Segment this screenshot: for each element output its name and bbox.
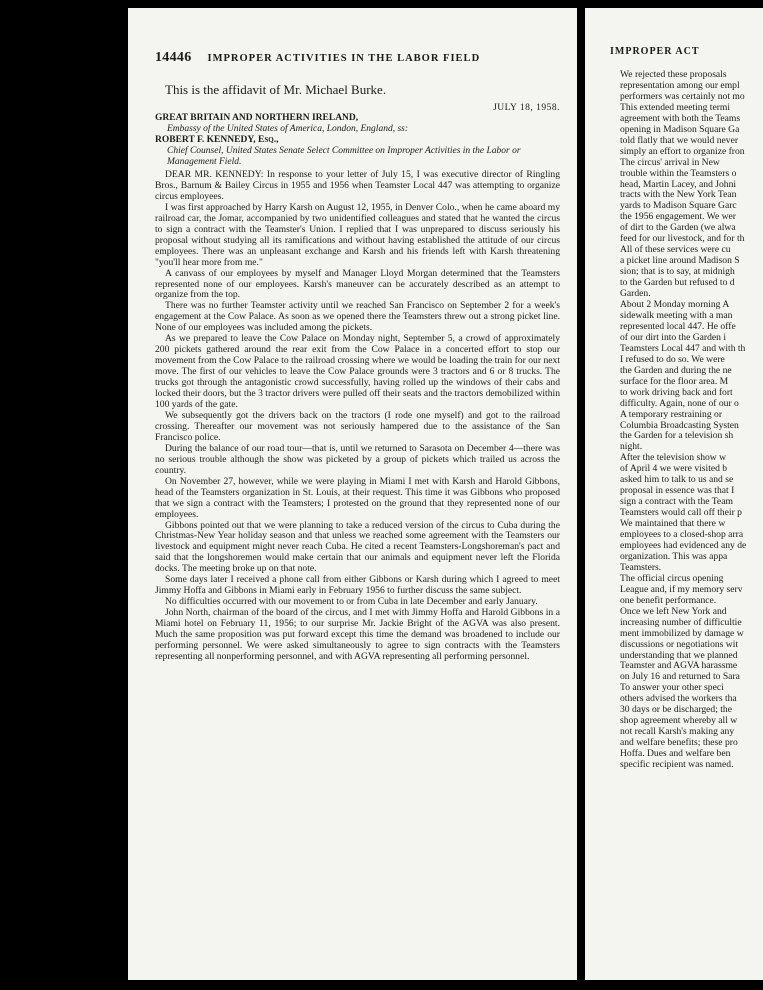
text-line: About 2 Monday morning A	[620, 299, 730, 311]
paragraph	[155, 170, 560, 203]
text-line: specific recipient was named.	[620, 759, 734, 771]
text-line: To answer your other speci	[620, 682, 724, 694]
text-line: the Garden and during the ne	[620, 364, 732, 376]
text-line: a picket line around Madison S	[620, 255, 740, 267]
paragraph: Gibbons pointed out that we were planning to take a reduced version of the circus to Cuba during the Christmas-New Year holiday season and that unless we reached some agreement with the Teamsters our livestock and equipment might never reach Cuba. He cited a recent Teamsters-Longshoreman's pact and said that the longshoremen would make certain that our animals and equipment never left the Florida docks. The meeting broke up on that note.	[155, 519, 560, 575]
paragraph: A canvass of our employees by myself and Manager Lloyd Morgan determined that the Teamsters represented none of our employees. Karsh's maneuver can be accurately described as an attempt to organize from the top.	[155, 267, 560, 301]
text-line: one benefit performance.	[620, 594, 717, 606]
text-line: of dirt to the Garden (we alwa	[620, 222, 736, 234]
text-line: agreement with both the Teams	[620, 112, 741, 124]
text-line: employees had evidenced any de	[620, 539, 747, 551]
text-line: ment immobilized by damage w	[620, 627, 744, 639]
text-line: A temporary restraining or	[620, 408, 723, 420]
text-line: increasing number of difficultie	[620, 616, 742, 628]
text-line: All of these services were cu	[620, 244, 731, 256]
text-line: After the television show w	[620, 452, 727, 464]
text-line: 30 days or be discharged; the	[620, 704, 732, 716]
text-line: organization. This was appa	[620, 550, 728, 562]
text-line: shop agreement whereby all w	[620, 715, 738, 727]
text-line: The official circus opening	[620, 572, 724, 584]
text-line: Teamsters would call off their p	[620, 507, 742, 519]
text-line: of April 4 we were visited b	[620, 463, 728, 475]
paragraph-text: In response to your letter of July 15, I was executive director of Ringling Bros., Barnum & Bailey Circus in 1955 and 1956 when Teamster Local 447 was attempting to organize circus employees.	[155, 169, 561, 202]
paragraph: There was no further Teamster activity until we reached San Francisco on September 2 for a week's engagement at the Cow Palace. As soon as we opened there the Teamsters threw out a strong picket line. None of our employees was included among the pickets.	[155, 300, 560, 334]
text-line: to work driving back and fort	[620, 386, 733, 398]
text-line: simply an effort to organize fron	[620, 145, 745, 157]
text-line: This extended meeting termi	[620, 101, 731, 113]
text-line: Teamster and AGVA harassme	[620, 660, 738, 672]
page-header	[155, 50, 560, 70]
text-line: Once we left New York and	[620, 605, 727, 617]
paragraph: We subsequently got the drivers back on the tractors (I rode one myself) and got to the railroad crossing. Thereafter our movement was not seriously hampered due to the assistance of the San Francisco police.	[155, 409, 560, 443]
salutation: DEAR MR. KENNEDY:	[165, 169, 264, 180]
right-running-title: IMPROPER ACT	[610, 46, 700, 57]
paragraph: On November 27, however, while we were playing in Miami I met with Karsh and Harold Gibbons, head of the Teamsters organization in St. Louis, at their request. This time it was Gibbons who proposed that we sign a contract with the Teamsters; I protested on the ground that they represented none of our employees.	[155, 475, 560, 520]
text-line: head, Martin Lacey, and Johni	[620, 178, 737, 190]
text-line: of our dirt into the Garden i	[620, 331, 727, 343]
text-line: sign a contract with the Team	[620, 496, 733, 508]
paragraph: I was first approached by Harry Karsh on August 12, 1955, in Denver Colo., when he came aboard my railroad car, the Jomar, accompanied by two unidentified colleagues and stated that he wanted the circus to sign a contract with the Teamster's Union. I replied that I was unprepared to discuss seriously his proposal without studying all its ramifications and without having established the attitude of our circus employees. There was an unpleasant exchange and Karsh and his friends left with Karsh threatening "you'll hear more from me."	[155, 201, 560, 268]
text-line: understanding that we planned	[620, 649, 738, 661]
right-page-text	[610, 70, 763, 771]
text-line: Teamsters Local 447 and with th	[620, 342, 746, 354]
text-line: tracts with the New York Tean	[620, 189, 737, 201]
text-line: Garden.	[620, 288, 651, 300]
text-line: the Garden for a television sh	[620, 430, 734, 442]
page-number: 14446	[155, 50, 192, 65]
paragraph: As we prepared to leave the Cow Palace on Monday night, September 5, a crowd of approximately 200 pickets gathered around the rear exit from the Cow Palace in a concerted effort to stop our movement from the Cow Palace to the railroad crossing where we would be loading the train for our next move. The first of our vehicles to leave the Cow Palace grounds were 3 tractors and 6 or 8 trucks. The trucks got through the antagonistic crowd successfully, having rolled up the windows of their cabs and locked their doors, but the 3 tractor drivers were pulled off their seats and the tractors demobilized within 100 yards of the gate.	[155, 333, 560, 411]
paragraph: Some days later I received a phone call from either Gibbons or Karsh during which I agreed to meet Jimmy Hoffa and Gibbons in Miami early in February 1956 to further discuss the same subject.	[155, 574, 560, 597]
text-line: night.	[620, 441, 643, 453]
left-page-content	[155, 50, 560, 663]
text-line: sidewalk meeting with a man	[620, 309, 733, 321]
left-page	[128, 8, 577, 980]
text-line: We maintained that there w	[620, 518, 726, 530]
text-line: Hoffa. Dues and welfare ben	[620, 748, 731, 760]
paragraph: No difficulties occurred with our movement to or from Cuba in late December and early January.	[165, 596, 538, 608]
letter-body	[155, 170, 560, 663]
text-line: to the Garden but refused to d	[620, 277, 735, 289]
text-line: others advised the workers tha	[620, 693, 737, 705]
text-line: the 1956 engagement. We wer	[620, 211, 737, 223]
address-position: Chief Counsel, United States Senate Select Committee on Improper Activities in the Labor or Management Field.	[167, 146, 521, 167]
text-line: on July 16 and returned to Sara	[620, 671, 740, 683]
text-line: performers was certainly not mo	[620, 90, 745, 102]
text-line: proposal in essence was that I	[620, 485, 735, 497]
text-line: surface for the floor area. M	[620, 375, 729, 387]
text-line: not recall Karsh's making any	[620, 726, 735, 738]
text-line: representation among our empl	[620, 79, 740, 91]
text-line: feed for our livestock, and for th	[620, 233, 745, 245]
text-line: We rejected these proposals	[620, 69, 727, 80]
address-recipient: ROBERT F. KENNEDY, Esq.,	[155, 135, 279, 145]
letter-date: JULY 18, 1958.	[493, 103, 560, 113]
text-line: difficulty. Again, none of our o	[620, 397, 739, 409]
text-line: The circus' arrival in New	[620, 156, 720, 168]
address-country: GREAT BRITAIN AND NORTHERN IRELAND,	[155, 113, 359, 123]
right-page	[585, 8, 763, 980]
text-line: League and, if my memory serv	[620, 583, 743, 595]
text-line: Teamsters.	[620, 561, 662, 573]
text-line: opening in Madison Square Ga	[620, 123, 740, 135]
text-line: employees to a closed-shop arra	[620, 529, 744, 541]
text-line: trouble within the Teamsters o	[620, 167, 737, 179]
text-line: represented local 447. He offe	[620, 320, 736, 332]
text-line: yards to Madison Square Garc	[620, 200, 737, 212]
text-line: Columbia Broadcasting Systen	[620, 419, 739, 431]
running-title: IMPROPER ACTIVITIES IN THE LABOR FIELD	[207, 53, 481, 64]
paragraph: John North, chairman of the board of the circus, and I met with Jimmy Hoffa and Harold Gibbons in a Miami hotel on February 11, 1956; to our surprise Mr. Jackie Bright of the AGVA was also present. Much the same proposition was put forward except this time the demand was broadened to include our performing personnel. We were asked simultaneously to agree to sign contracts with the Teamsters representing all nonperforming personnel, and with AGVA representing all performing personnel.	[155, 607, 560, 662]
address-embassy: Embassy of the United States of America, London, England, ss:	[167, 124, 409, 134]
affidavit-intro: This is the affidavit of Mr. Michael Burke.	[165, 82, 387, 97]
text-line: asked him to talk to us and se	[620, 474, 734, 486]
text-line: I refused to do so. We were	[620, 353, 725, 365]
text-line: and welfare benefits; these pro	[620, 737, 738, 749]
text-line: told flatly that we would never	[620, 134, 739, 146]
paragraph: During the balance of our road tour—that is, until we returned to Sarasota on December 4—there was no serious trouble although the show was picketed by a group of pickets which trailed us across the country.	[155, 442, 560, 476]
text-line: discussions or negotiations wit	[620, 638, 739, 650]
text-line: sion; that is to say, at midnigh	[620, 266, 735, 278]
right-page-content	[610, 46, 763, 771]
